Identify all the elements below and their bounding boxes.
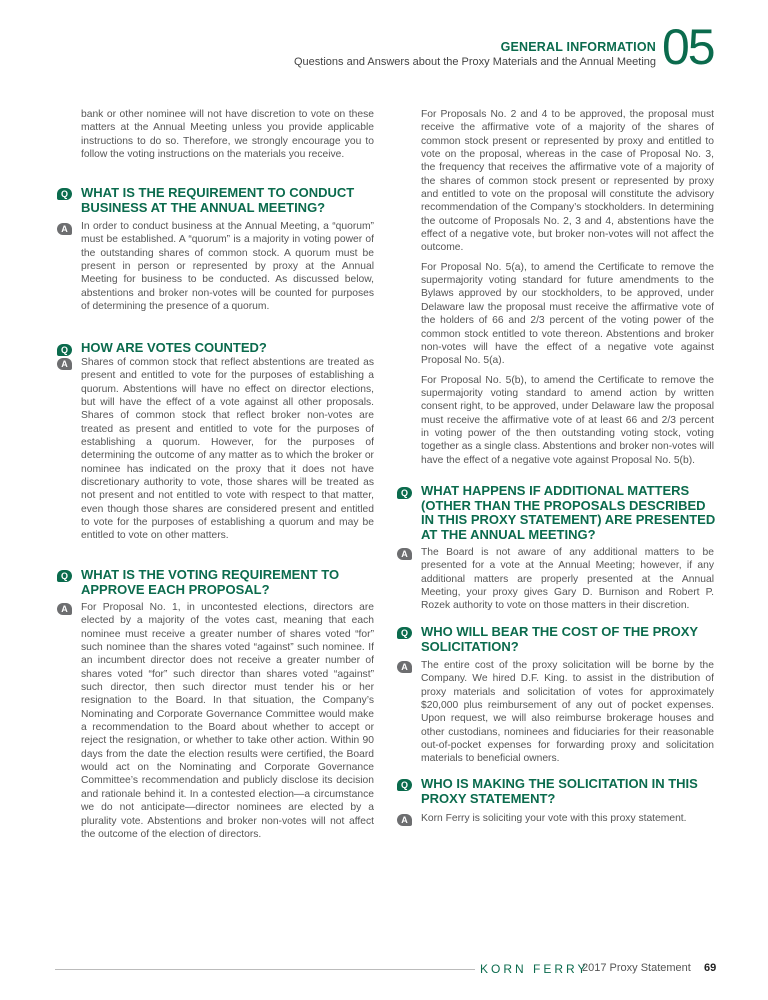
question-icon: Q	[397, 627, 412, 639]
answer-text: Shares of common stock that reflect abstentions are treated as present and entitled to vote for the purposes of establishing a quorum. Abstentions will have no effect on director elections, but will have the effect of a vote against all other proposals. Shares of common stock that reflect broker non-votes are treated as present and entitled to vote for the purposes of establishing a quorum. However, for the purposes of determining the outcome of any matter as to which the broker or nominee has indicated on the proxy that it does not have discretionary authority to vote, those shares will be treated as not present and not entitled to vote with respect to that matter, even though those shares are considered present and entitled to vote for the purposes of establishing a quorum and may be entitled to vote on other matters.	[81, 357, 374, 542]
question-icon: Q	[57, 188, 72, 200]
right-paragraphs	[421, 108, 714, 473]
question-heading: WHAT IS THE REQUIREMENT TO CONDUCT BUSINESS AT THE ANNUAL MEETING?	[81, 185, 355, 215]
document-title: 2017 Proxy Statement	[582, 962, 691, 974]
answer-icon: A	[397, 814, 412, 826]
question-icon: Q	[397, 487, 412, 499]
section-number: 05	[662, 19, 714, 75]
question-icon: Q	[57, 344, 72, 356]
answer-icon: A	[57, 603, 72, 615]
brand-logo: KORN FERRY	[480, 962, 589, 976]
answer-text: The entire cost of the proxy solicitation will be borne by the Company. We hired D.F. King. to assist in the distribution of proxy materials and solicitation of votes for approximately $20,000 plus reimbursement of any out of pocket expenses. Upon request, we will also reimburse brokerage houses and other custodians, nominees and fiduciaries for their reasonable out-of-pocket expenses for forwarding proxy and solicitation materials to beneficial owners.	[421, 660, 714, 765]
answer-text: Korn Ferry is soliciting your vote with this proxy statement.	[421, 813, 687, 824]
answer-icon: A	[57, 223, 72, 235]
answer-icon: A	[397, 661, 412, 673]
page-number: 69	[704, 962, 717, 974]
answer-icon: A	[397, 548, 412, 560]
paragraph: For Proposals No. 2 and 4 to be approved, the proposal must receive the affirmative vote of a majority of the shares of common stock present or represented by proxy and entitled to vote on the proposal, whereas in the case of Proposal No. 3, the frequency that receives the affirmative vote of a majority of the shares of common stock present or represented by proxy and entitled to vote on the proposal will constitute the advisory recommendation of the Company’s stockholders. In determining the outcome of Proposals No. 2, 3 and 4, abstentions have the effect of a negative vote, but broker non-votes will not affect the outcome.	[421, 109, 714, 254]
answer-text: In order to conduct business at the Annual Meeting, a “quorum” must be established. A “quorum” is a majority in voting power of the outstanding shares of common stock. A quorum must be present in person or represented by proxy at the Annual Meeting for business to be conducted. As discussed below, abstentions and broker non-votes will be counted for purposes of determining the presence of a quorum.	[81, 221, 374, 313]
section-subtitle: Questions and Answers about the Proxy Materials and the Annual Meeting	[294, 56, 656, 68]
paragraph: For Proposal No. 5(a), to amend the Certificate to remove the supermajority voting standard for future amendments to the Bylaws approved by our stockholders, to be approved, under Delaware law the proposal must receive the affirmative vote of the holders of 66 and 2/3 percent of the voting power of the common stock entitled to vote thereon. Abstentions and broker non-votes will have the effect of a negative vote against Proposal No. 5(a).	[421, 261, 714, 367]
footer-divider	[55, 969, 475, 970]
question-heading: WHAT HAPPENS IF ADDITIONAL MATTERS (OTHER THAN THE PROPOSALS DESCRIBED IN THIS PROXY STATEMENT) ARE PRESENTED AT THE ANNUAL MEETING?	[421, 483, 716, 542]
section-title: GENERAL INFORMATION	[500, 40, 656, 54]
question-heading: HOW ARE VOTES COUNTED?	[81, 340, 267, 355]
question-heading: WHAT IS THE VOTING REQUIREMENT TO APPROVE EACH PROPOSAL?	[81, 567, 340, 597]
paragraph: For Proposal No. 5(b), to amend the Certificate to remove the supermajority voting standard to amend action by written consent right, to be approved, under Delaware law the proposal must receive the affirmative vote of at least 66 and 2/3 percent in voting power of the then outstanding voting stock, voting together as a single class. Abstentions and broker non-votes will have the effect of a negative vote against Proposal No. 5(b).	[421, 374, 714, 466]
question-heading: WHO IS MAKING THE SOLICITATION IN THIS PROXY STATEMENT?	[421, 776, 698, 806]
question-icon: Q	[57, 570, 72, 582]
answer-text: For Proposal No. 1, in uncontested elections, directors are elected by a majority of the votes cast, meaning that each nominee must receive a greater number of shares voted “for” such nominee than the shares voted “against” such nominee. If an incumbent director does not receive a greater number of shares voted “for” such director than shares voted “against” such director, then such director must tender his or her resignation to the Board. In that situation, the Company’s Nominating and Corporate Governance Committee would make a recommendation to the Board about whether to accept or reject the resignation, or whether to take other action. Within 90 days from the date the election results were certified, the Board would act on the Nominating and Corporate Governance Committee’s recommendation and publicly disclose its decision and rationale behind it. In a contested election—a circumstance we do not anticipate—director nominees are elected by a plurality vote. Abstentions and broker non-votes will not affect the outcome of the election of directors.	[81, 602, 374, 840]
question-icon: Q	[397, 779, 412, 791]
answer-text: The Board is not aware of any additional matters to be presented for a vote at the Annual Meeting; however, if any additional matters are properly presented at the Annual Meeting, your proxy gives Gary D. Burnison and Robert P. Rozek authority to vote on those matters in their discretion.	[421, 547, 714, 612]
answer-icon: A	[57, 358, 72, 370]
question-heading: WHO WILL BEAR THE COST OF THE PROXY SOLICITATION?	[421, 624, 698, 654]
intro-paragraph: bank or other nominee will not have discretion to vote on these matters at the Annual Meeting unless you provide applicable instructions to do so. Therefore, we strongly encourage you to follow the voting instructions on the materials you receive.	[81, 109, 374, 161]
